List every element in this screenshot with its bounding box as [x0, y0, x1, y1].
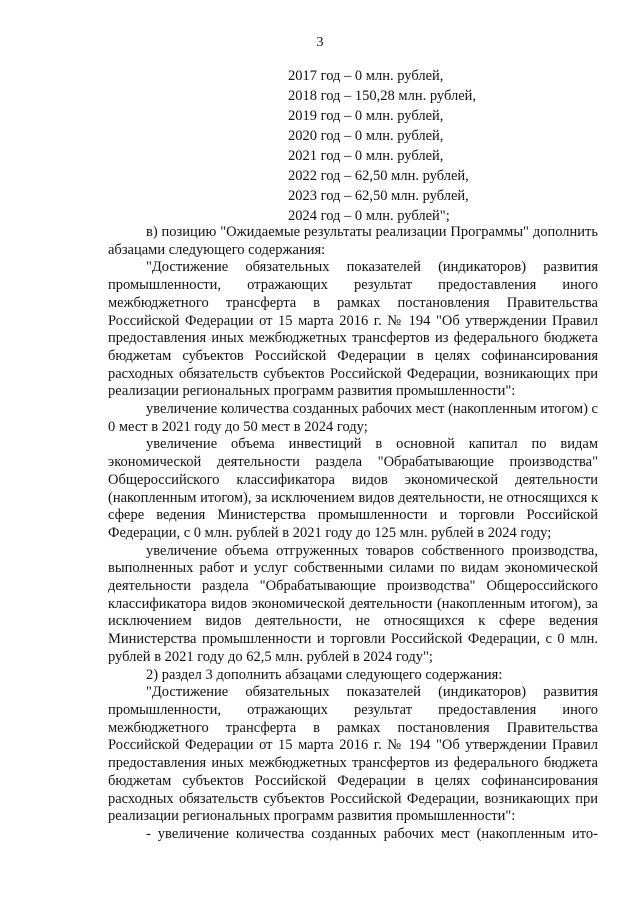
funding-year-line: 2019 год – 0 млн. рублей, — [288, 108, 444, 124]
funding-year-line: 2022 год – 62,50 млн. рублей, — [288, 168, 469, 184]
funding-year-line: 2020 год – 0 млн. рублей, — [288, 128, 444, 144]
paragraph-investment-indicator: увеличение объема инвестиций в основной капитал по видам экономической деятельности раздела "Обрабатывающие производства" Общероссийского классификатора видов экономической деятельности (накопленным итогом), за исключением видов деятельности, не относящихся к сфере ведения Министерства промышленности и торговли Российской Федерации, с 0 млн. рублей в 2021 году до 125 млн. рублей в 2024 году; — [108, 436, 598, 541]
funding-year-line: 2024 год – 0 млн. рублей"; — [288, 208, 450, 224]
funding-year-line: 2023 год – 62,50 млн. рублей, — [288, 188, 469, 204]
paragraph-section3-jobs-indicator: - увеличение количества созданных рабочих мест (накопленным ито- — [146, 825, 598, 842]
document-body — [108, 224, 598, 844]
paragraph-shipped-goods-indicator: увеличение объема отгруженных товаров собственного производства, выполненных работ и услуг собственными силами по видам экономической деятельности раздела "Обрабатывающие производства" Общероссийского классификатора видов экономической деятельности (накопленным итогом), за исключением видов деятельности, не относящихся к сфере ведения Министерства промышленности и торговли Российской Федерации, с 0 млн. рублей в 2021 году до 62,5 млн. рублей в 2024 году"; — [108, 542, 598, 665]
paragraph-section3-indicators-intro: "Достижение обязательных показателей (индикаторов) развития промышленности, отражающих результат предоставления иного межбюджетного трансферта в рамках постановления Правительства Российской Федерации от 15 марта 2016 г. № 194 "Об утверждении Правил предоставления иных межбюджетных трансфертов из федерального бюджета бюджетам субъектов Российской Федерации в целях софинансирования расходных обязательств субъектов Российской Федерации, возникающих при реализации региональных программ развития промышленности": — [108, 684, 598, 825]
paragraph-jobs-indicator: увеличение количества созданных рабочих мест (накопленным итогом) с 0 мест в 2021 году до 50 мест в 2024 году; — [108, 401, 598, 435]
funding-by-year-list — [288, 66, 588, 226]
paragraph-indicators-intro: "Достижение обязательных показателей (индикаторов) развития промышленности, отражающих результат предоставления иного межбюджетного трансферта в рамках постановления Правительства Российской Федерации от 15 марта 2016 г. № 194 "Об утверждении Правил предоставления иных межбюджетных трансфертов из федерального бюджета бюджетам субъектов Российской Федерации в целях софинансирования расходных обязательств субъектов Российской Федерации, возникающих при реализации региональных программ развития промышленности": — [108, 259, 598, 400]
paragraph-amendment-intro: в) позицию "Ожидаемые результаты реализации Программы" дополнить абзацами следующего содержания: — [108, 224, 598, 258]
funding-year-line: 2018 год – 150,28 млн. рублей, — [288, 88, 477, 104]
funding-year-line: 2017 год – 0 млн. рублей, — [288, 68, 444, 84]
paragraph-section3-intro: 2) раздел 3 дополнить абзацами следующего содержания: — [146, 666, 503, 683]
funding-year-line: 2021 год – 0 млн. рублей, — [288, 148, 444, 164]
page-number: 3 — [316, 35, 324, 50]
